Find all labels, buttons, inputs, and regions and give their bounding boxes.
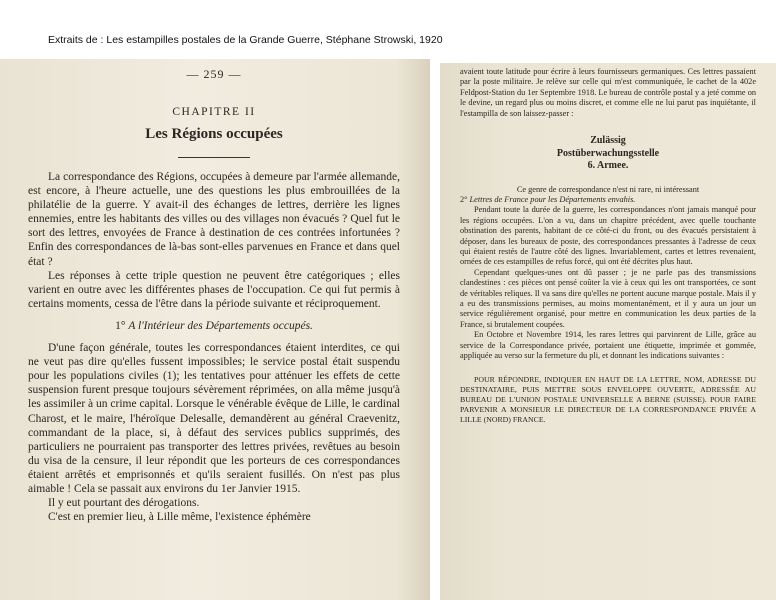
section-2-title: Lettres de France pour les Départements envahis.	[469, 194, 636, 204]
censor-line-2: Postüberwachungsstelle	[556, 147, 660, 159]
censor-line-1: Zulässig	[590, 135, 626, 147]
section-2-paragraph-3: En Octobre et Novembre 1914, les rares lettres qui parvinrent de Lille, grâce au service de la Correspondance privée, portaient une étiquette, imprimée et gommée, appliquée au verso sur la fermeture du pli, et donnant les indications suivantes :	[460, 330, 756, 361]
right-book-page	[440, 63, 776, 600]
censor-stamp-text	[460, 135, 756, 173]
censor-line-3: 6. Armee.	[587, 160, 629, 172]
title-divider	[178, 157, 250, 158]
intro-paragraph-2: Les réponses à cette triple question ne peuvent être catégoriques ; elles varient en outre avec les différentes phases de l'occupation. Ce qui fut permis à certains moments, cessa de l'être dans la période suivante et réciproquement.	[28, 269, 400, 310]
source-caption: Extraits de : Les estampilles postales de la Grande Guerre, Stéphane Strowski, 1920	[48, 34, 443, 46]
section-2-heading	[460, 195, 756, 205]
chapter-heading: CHAPITRE II	[172, 106, 256, 118]
section-1-title: A l'Intérieur des Départements occupés.	[128, 319, 313, 332]
intro-paragraph-1: La correspondance des Régions, occupées à demeure par l'armée allemande, est encore, à l'heure actuelle, une des questions les plus embrouillées de la philatélie de la guerre. Y avait-il des échanges de lettres, derrière les lignes ennemies, entre les habitants des villes ou des villages non évacués ? Quel fut le sort des lettres, envoyées de France à destination de ces contrées infortunées ? Enfin des correspondances de là-bas sont-elles parvenues en France et dans quel état ?	[28, 171, 400, 268]
section-1-paragraph-1: D'une façon générale, toutes les correspondances étaient interdites, ce qui ne veut pas dire qu'elles fussent impossibles; le service postal était suspendu pour les populations civiles (1); les tentatives pour atténuer les effets de cette suspension furent presque toujours sévèrement réprimées, on alla même jusqu'à les assimiler à un crime capital. Lorsque le vénérable évêque de Lille, le cardinal Charost, et le maire, l'héroïque Delesalle, demandèrent au général Craevenitz, commandant de la place, si, à défaut des services publics supprimés, des particuliers ne pourraient pas transporter des lettres privées, revêtues au besoin du visa de la censure, il leur répondit que les porteurs de ces correspondances étaient arrêtés et emprisonnés et qu'ils seraient fusillés. On n'est pas plus aimable ! Cela se passait aux environs du 1er Janvier 1915.	[28, 342, 400, 495]
section-1-heading	[28, 319, 400, 333]
left-book-page	[0, 59, 430, 600]
section-2-number: 2°	[460, 194, 468, 204]
left-page-number: — 259 —	[186, 67, 242, 81]
section-1-paragraph-3: C'est en premier lieu, à Lille même, l'existence éphémère	[48, 511, 311, 524]
page-title: Les Régions occupées	[145, 126, 283, 142]
section-1-number: 1°	[115, 319, 126, 332]
section-2-paragraph-1: Pendant toute la durée de la guerre, les correspondances n'ont jamais manqué pour les régions occupées. L'on a vu, dans un chapitre précédent, avec quelle touchante obstination des parents, habitant de ce côté-ci du front, ou des évacués persistaient à déposer, dans les bureaux de poste, des correspondances pressantes à l'adresse de ceux qui étaient restés de l'autre côté des lignes. Invariablement, cartes et lettres revenaient, ornées de ces estampilles de refus forcé, qui ont été décrites plus haut.	[460, 205, 756, 267]
section-2-paragraph-2: Cependant quelques-unes ont dû passer ; je ne parle pas des transmissions clandestines : ces pièces ont pensé coûter la vie à ceux qui les ont transportées, ce sont de véritables reliques. Il va sans dire qu'elles ne portent aucune marque postale. Mais il y a eu des transmissions permises, au moins momentanément, et il y aura un jour un service régulièrement organisé, pour mettre en communication les deux parties de la France, si brutalement coupées.	[460, 267, 756, 329]
postal-label-text: POUR RÉPONDRE, INDIQUER EN HAUT DE LA LETTRE, NOM, ADRESSE DU DESTINATAIRE, PUIS METTRE SOUS ENVELOPPE OUVERTE, ADRESSÉE AU BUREAU DE L'UNION POSTALE UNIVERSELLE A BERNE (SUISSE). POUR FAIRE PARVENIR A MONSIEUR LE DIRECTEUR DE LA CORRESPONDANCE PRIVÉE A LILLE (NORD) FRANCE.	[460, 375, 756, 425]
right-paragraph-2: Ce genre de correspondance n'est ni rare, ni intéressant	[516, 184, 700, 194]
right-paragraph-1: avaient toute latitude pour écrire à leurs fournisseurs germaniques. Ces lettres passaient par la poste militaire. Je relève sur celle qui m'est communiquée, le cachet de la 402e Feldpost-Station du 1er Septembre 1918. Le bureau de contrôle postal y a jeté comme on le devine, un regard plus ou moins discret, et comme elle ne lui parut pas inquiétante, il l'estampilla de son laissez-passer :	[460, 67, 756, 118]
section-1-paragraph-2: Il y eut pourtant des dérogations.	[48, 497, 200, 510]
